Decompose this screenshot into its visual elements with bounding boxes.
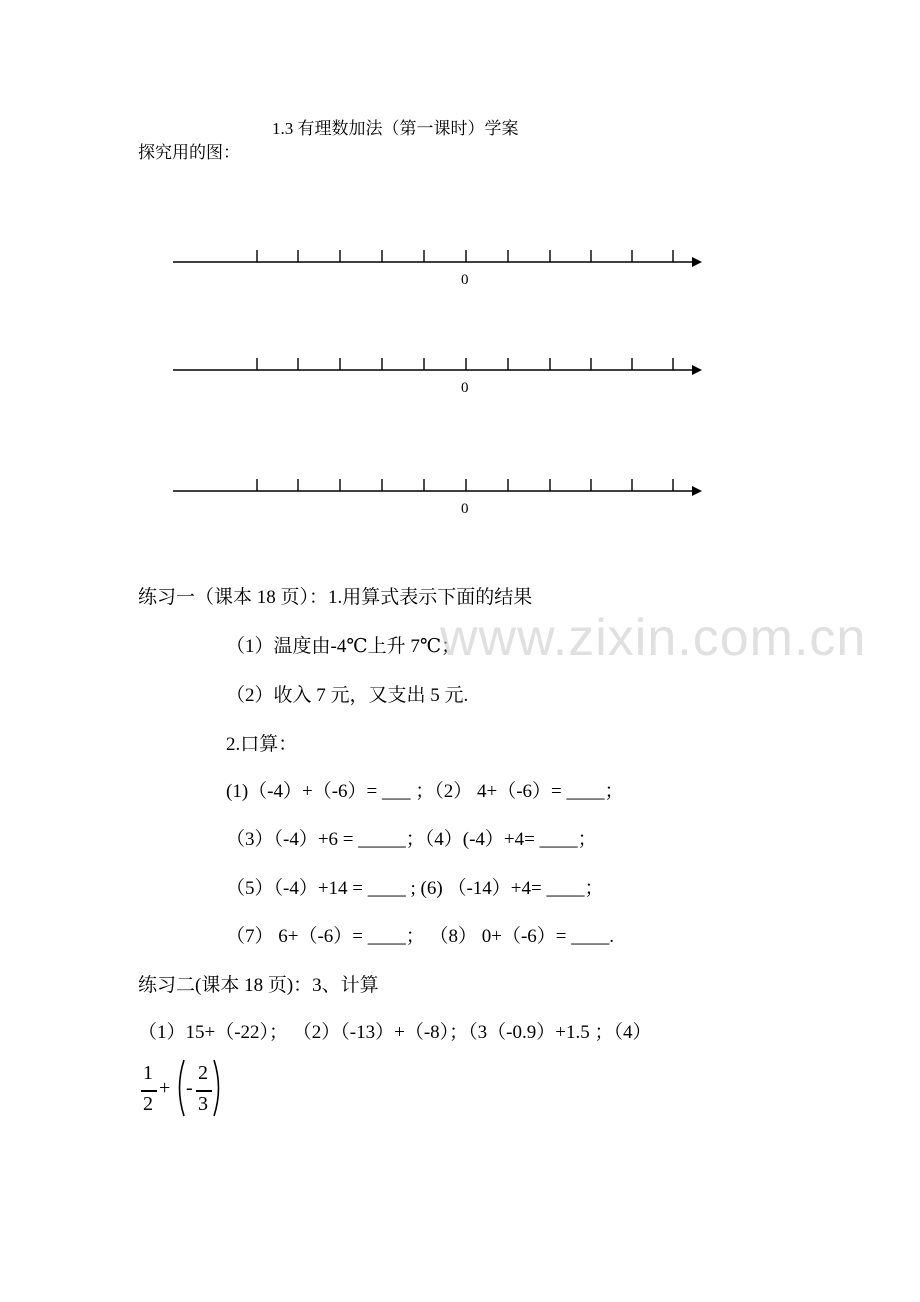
exercise2-row: （1）15+（-22）； （2）（-13）+（-8）；（3（-0.9）+1.5 ；（4） — [138, 1022, 652, 1043]
number-line-2 — [170, 353, 710, 393]
exercise1-heading: 练习一（课本 18 页）：1.用算式表示下面的结果 — [138, 587, 533, 608]
page-title: 1.3 有理数加法（第一课时）学案 — [272, 119, 519, 138]
zero-label-3: 0 — [461, 501, 469, 517]
oral-row-3: （5）（-4）+14 = ____ ; (6) （-14）+4= ____； — [226, 878, 604, 899]
number-line-1 — [170, 245, 710, 285]
oral-row-2: （3）（-4）+6 = _____；（4）(-4）+4= ____； — [226, 829, 597, 850]
plus-sign: + — [159, 1077, 171, 1099]
fraction-b-numerator: 2 — [198, 1062, 208, 1084]
left-paren-icon — [173, 1058, 187, 1118]
fraction-a-bar — [141, 1090, 157, 1092]
exercise1-item2: （2）收入 7 元，又支出 5 元. — [226, 685, 469, 706]
minus-sign: - — [186, 1077, 193, 1099]
fraction-a-numerator: 1 — [143, 1062, 153, 1084]
number-line-3 — [170, 474, 710, 514]
right-paren-icon — [211, 1058, 225, 1118]
watermark: www.zixin.com.cn — [440, 609, 867, 667]
fraction-b-denominator: 3 — [198, 1093, 208, 1115]
oral-heading: 2.口算： — [226, 734, 298, 755]
oral-row-1: (1)（-4）+（-6）= ___ ；（2） 4+（-6）= ____； — [226, 781, 624, 802]
exercise2-heading: 练习二(课本 18 页)：3、计算 — [138, 975, 379, 996]
exercise1-item1: （1）温度由-4℃上升 7℃； — [226, 636, 461, 657]
fraction-a-denominator: 2 — [143, 1093, 153, 1115]
explore-label: 探究用的图： — [138, 143, 240, 162]
fraction-b-bar — [196, 1090, 212, 1092]
oral-row-4: （7） 6+（-6）= ____； （8） 0+（-6）= ____. — [226, 926, 615, 947]
zero-label-2: 0 — [461, 380, 469, 396]
zero-label-1: 0 — [461, 272, 469, 288]
